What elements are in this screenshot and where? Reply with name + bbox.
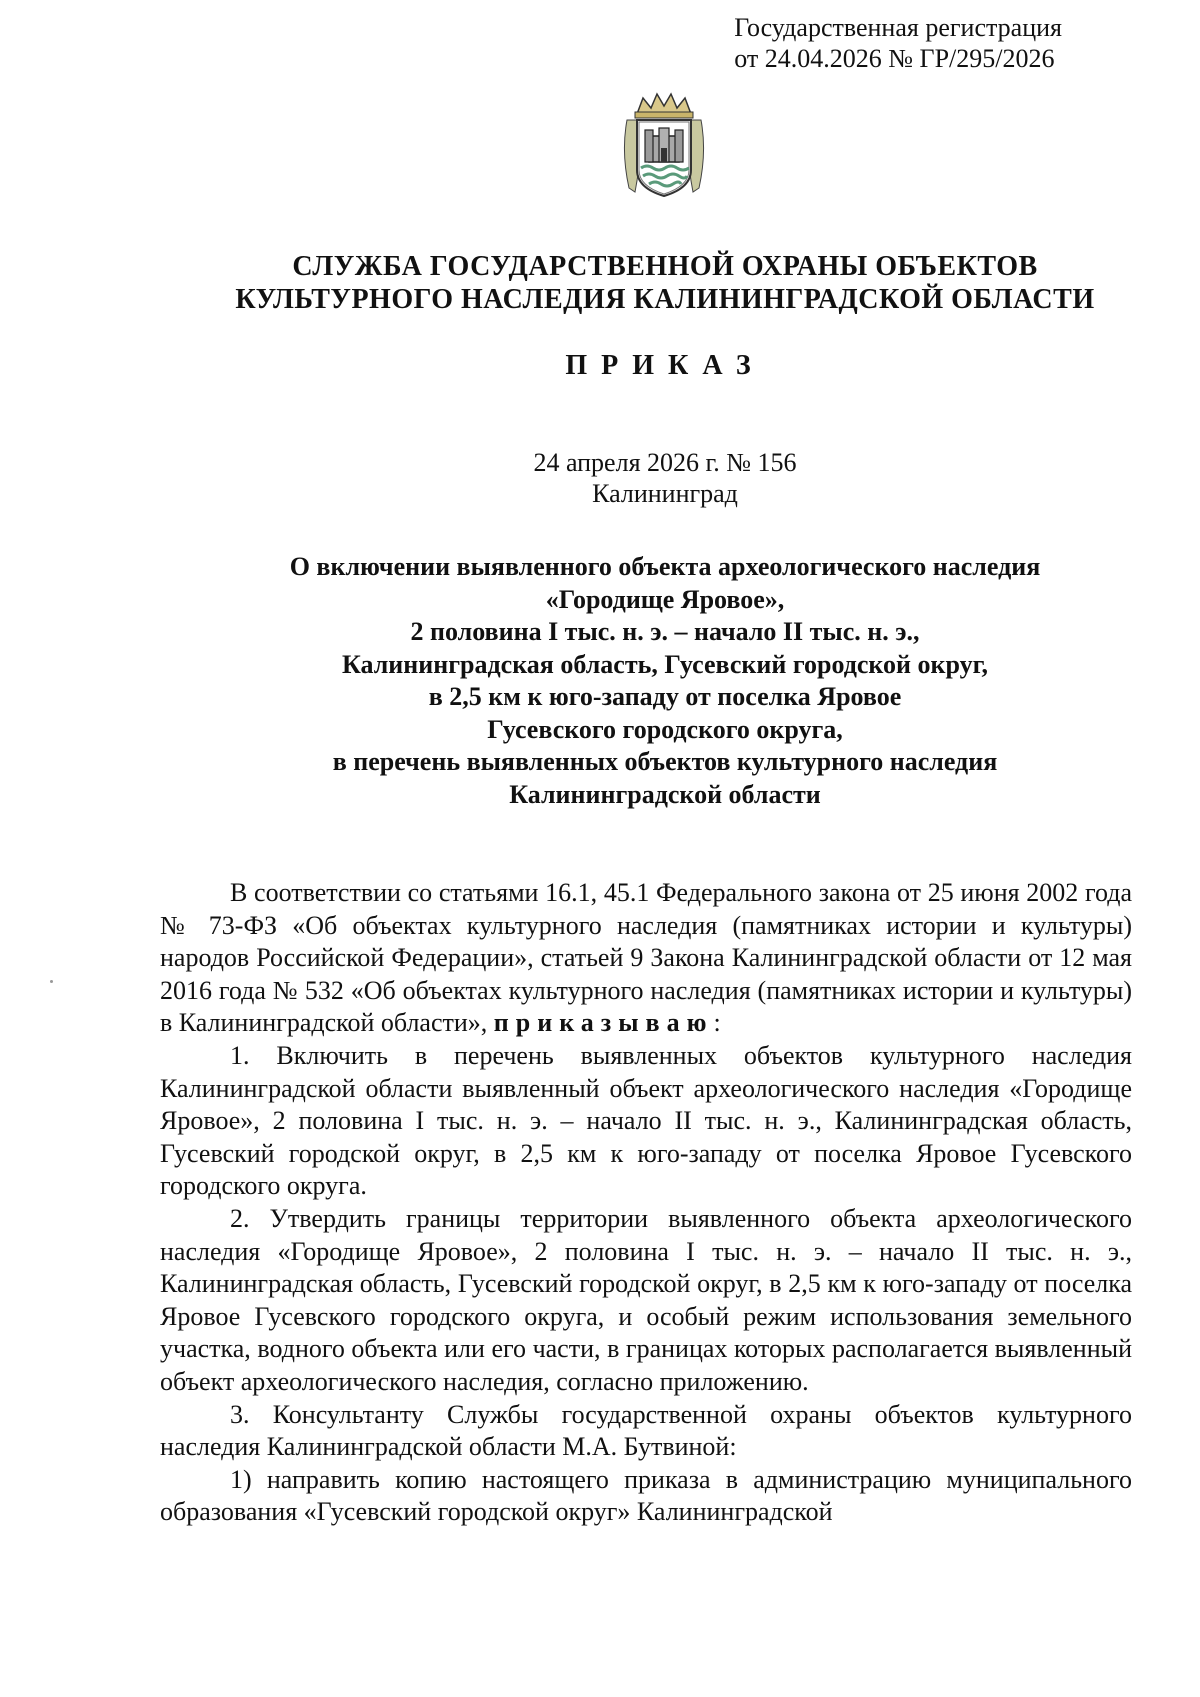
document-body xyxy=(160,877,1132,1529)
date-number: 24 апреля 2026 г. № 156 xyxy=(533,448,797,477)
item-2-paragraph: 2. Утвердить границы территории выявленного объекта археологического наследия «Городище Яровое», 2 половина I тыс. н. э. – начало II тыс. н. э., Калининградская область, Гусевский городской округ, в 2,5 км к юго-западу от поселка Яровое Гусевского городского округа, и особый режим использования земельного участка, водного объекта или его части, в границах которых располагается выявленный объект археологического наследия, согласно приложению. xyxy=(160,1203,1132,1396)
agency-name xyxy=(0,250,1200,316)
subject-line: в 2,5 км к юго-западу от поселка Яровое xyxy=(428,682,902,711)
subject-line: Гусевского городского округа, xyxy=(487,714,843,744)
subject-line: в перечень выявленных объектов культурного наследия xyxy=(332,747,998,776)
registration-line-2: от 24.04.2026 № ГР/295/2026 xyxy=(734,44,1055,73)
agency-line-2: КУЛЬТУРНОГО НАСЛЕДИЯ КАЛИНИНГРАДСКОЙ ОБЛАСТИ xyxy=(235,284,1095,315)
scan-speck xyxy=(50,980,53,983)
city: Калининград xyxy=(592,479,738,508)
subject-line: Калининградской области xyxy=(509,779,821,809)
subject-line: О включении выявленного объекта археологического наследия xyxy=(289,552,1041,581)
registration-stamp xyxy=(734,12,1062,74)
item-3-1-paragraph: 1) направить копию настоящего приказа в администрацию муниципального образования «Гусевский городской округ» Калининградской xyxy=(160,1464,1132,1527)
coat-of-arms-icon xyxy=(623,92,705,202)
item-3-paragraph: 3. Консультанту Службы государственной охраны объектов культурного наследия Калининградской области М.А. Бутвиной: xyxy=(160,1399,1132,1462)
order-colon: : xyxy=(713,1008,721,1038)
preamble-paragraph xyxy=(160,877,1132,1040)
item-1-paragraph: 1. Включить в перечень выявленных объектов культурного наследия Калининградской области выявленный объект археологического наследия «Городище Яровое», 2 половина I тыс. н. э. – начало II тыс. н. э., Калининградская область, Гусевский городской округ, в 2,5 км к юго-западу от поселка Яровое Гусевского городского округа. xyxy=(160,1040,1132,1201)
subject-line: 2 половина I тыс. н. э. – начало II тыс. н. э., xyxy=(410,617,920,646)
date-and-place xyxy=(0,447,1200,509)
subject-line: «Городище Яровое», xyxy=(545,584,785,614)
order-word: приказываю xyxy=(493,1008,714,1038)
order-subject xyxy=(200,551,1130,811)
preamble-text: В соответствии со статьями 16.1, 45.1 Федерального закона от 25 июня 2002 года № 73-ФЗ «Об объектах культурного наследия (памятниках истории и культуры) народов Российской Федерации», статьей 9 Закона Калининградской области от 12 мая 2016 года № 532 «Об объектах культурного наследия (памятниках истории и культуры) в Калининградской области», xyxy=(160,878,1132,1038)
document-type: ПРИКАЗ xyxy=(565,350,765,381)
registration-line-1: Государственная регистрация xyxy=(734,13,1062,42)
subject-line: Калининградская область, Гусевский городской округ, xyxy=(341,649,988,679)
agency-line-1: СЛУЖБА ГОСУДАРСТВЕННОЙ ОХРАНЫ ОБЪЕКТОВ xyxy=(292,251,1038,282)
